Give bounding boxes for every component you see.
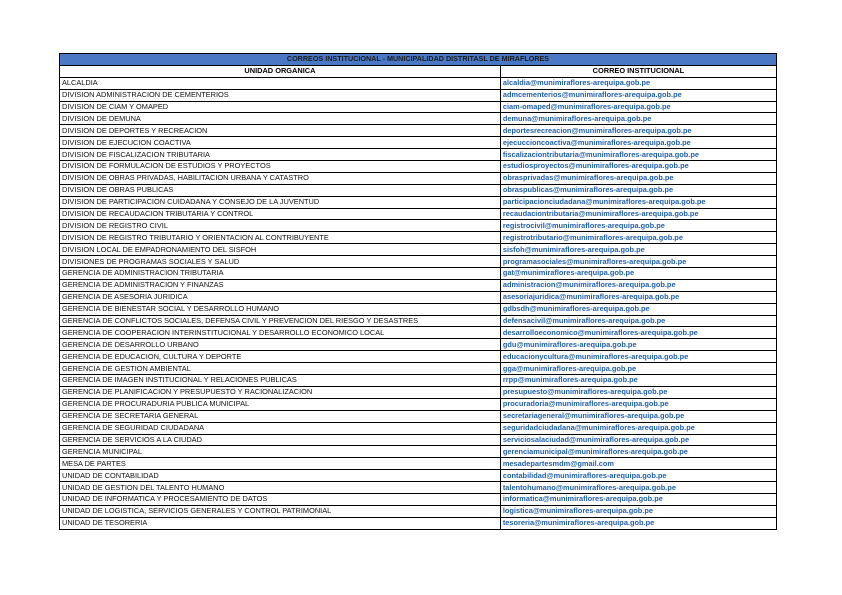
email-cell[interactable]: asesoriajuridica@munimiraflores-arequipa.gob.pe: [500, 291, 776, 303]
unit-name-cell: DIVISION DE REGISTRO CIVIL: [60, 220, 501, 232]
table-row: [60, 161, 777, 173]
email-cell[interactable]: obrasprivadas@munimiraflores-arequipa.gob.pe: [500, 172, 776, 184]
unit-name-cell: GERENCIA DE SEGURIDAD CIUDADANA: [60, 422, 501, 434]
table-row: [60, 434, 777, 446]
unit-name-cell: GERENCIA DE ADMINISTRACION Y FINANZAS: [60, 279, 501, 291]
table-row: [60, 303, 777, 315]
unit-name-cell: UNIDAD DE CONTABILIDAD: [60, 470, 501, 482]
email-cell[interactable]: participacionciudadana@munimiraflores-arequipa.gob.pe: [500, 196, 776, 208]
email-directory-table: [59, 53, 777, 530]
email-cell[interactable]: mesadepartesmdm@gmail.com: [500, 458, 776, 470]
email-cell[interactable]: secretariageneral@munimiraflores-arequipa.gob.pe: [500, 410, 776, 422]
table-title-row: [60, 54, 777, 66]
unit-name-cell: DIVISION DE FISCALIZACION TRIBUTARIA: [60, 149, 501, 161]
email-cell[interactable]: procuradoria@munimiraflores-arequipa.gob.pe: [500, 398, 776, 410]
email-cell[interactable]: presupuesto@munimiraflores-arequipa.gob.pe: [500, 386, 776, 398]
unit-name-cell: UNIDAD DE LOGISTICA, SERVICIOS GENERALES Y CONTROL PATRIMONIAL: [60, 505, 501, 517]
table-row: [60, 410, 777, 422]
email-cell[interactable]: desarrolloeconomico@munimiraflores-arequipa.gob.pe: [500, 327, 776, 339]
email-cell[interactable]: gga@munimiraflores-arequipa.gob.pe: [500, 363, 776, 375]
email-cell[interactable]: tesoreria@munimiraflores-arequipa.gob.pe: [500, 517, 776, 529]
email-cell[interactable]: gdu@munimiraflores-arequipa.gob.pe: [500, 339, 776, 351]
unit-name-cell: GERENCIA DE ASESORIA JURIDICA: [60, 291, 501, 303]
unit-name-cell: DIVISION DE RECAUDACION TRIBUTARIA Y CONTROL: [60, 208, 501, 220]
unit-name-cell: GERENCIA DE PLANIFICACION Y PRESUPUESTO Y RACIONALIZACION: [60, 386, 501, 398]
unit-name-cell: DIVISION DE FORMULACION DE ESTUDIOS Y PROYECTOS: [60, 161, 501, 173]
email-cell[interactable]: contabilidad@munimiraflores-arequipa.gob.pe: [500, 470, 776, 482]
table-row: [60, 351, 777, 363]
unit-name-cell: GERENCIA DE EDUCACION, CULTURA Y DEPORTE: [60, 351, 501, 363]
email-cell[interactable]: registrotributario@munimiraflores-arequipa.gob.pe: [500, 232, 776, 244]
table-row: [60, 482, 777, 494]
email-cell[interactable]: deportesrecreacion@munimiraflores-arequipa.gob.pe: [500, 125, 776, 137]
table-row: [60, 220, 777, 232]
email-cell[interactable]: seguridadciudadana@munimiraflores-arequipa.gob.pe: [500, 422, 776, 434]
table-row: [60, 386, 777, 398]
table-row: [60, 101, 777, 113]
email-cell[interactable]: talentohumano@munimiraflores-arequipa.gob.pe: [500, 482, 776, 494]
table-row: [60, 196, 777, 208]
email-cell[interactable]: recaudaciontributaria@munimiraflores-arequipa.gob.pe: [500, 208, 776, 220]
table-row: [60, 184, 777, 196]
email-cell[interactable]: demuna@munimiraflores-arequipa.gob.pe: [500, 113, 776, 125]
table-row: [60, 375, 777, 387]
table-row: [60, 493, 777, 505]
unit-name-cell: DIVISION DE EJECUCION COACTIVA: [60, 137, 501, 149]
table-row: [60, 232, 777, 244]
unit-name-cell: GERENCIA DE BIENESTAR SOCIAL Y DESARROLLO HUMANO: [60, 303, 501, 315]
table-row: [60, 89, 777, 101]
email-cell[interactable]: educacionycultura@munimiraflores-arequipa.gob.pe: [500, 351, 776, 363]
table-row: [60, 505, 777, 517]
column-header-unit: UNIDAD ORGANICA: [60, 65, 501, 77]
table-row: [60, 517, 777, 529]
table-row: [60, 470, 777, 482]
table-row: [60, 315, 777, 327]
unit-name-cell: UNIDAD DE INFORMATICA Y PROCESAMIENTO DE DATOS: [60, 493, 501, 505]
email-cell[interactable]: gdbsdh@munimiraflores-arequipa.gob.pe: [500, 303, 776, 315]
unit-name-cell: DIVISION DE REGISTRO TRIBUTARIO Y ORIENTACION AL CONTRIBUYENTE: [60, 232, 501, 244]
unit-name-cell: DIVISION DE DEMUNA: [60, 113, 501, 125]
unit-name-cell: GERENCIA DE GESTION AMBIENTAL: [60, 363, 501, 375]
unit-name-cell: DIVISION ADMINISTRACION DE CEMENTERIOS: [60, 89, 501, 101]
unit-name-cell: UNIDAD DE GESTION DEL TALENTO HUMANO: [60, 482, 501, 494]
unit-name-cell: GERENCIA DE PROCURADURIA PUBLICA MUNICIPAL: [60, 398, 501, 410]
unit-name-cell: DIVISION LOCAL DE EMPADRONAMIENTO DEL SISFOH: [60, 244, 501, 256]
table-row: [60, 137, 777, 149]
unit-name-cell: DIVISION DE OBRAS PRIVADAS, HABILITACION URBANA Y CATASTRO: [60, 172, 501, 184]
table-row: [60, 446, 777, 458]
table-title: CORREOS INSTITUCIONAL - MUNICIPALIDAD DISTRITASL DE MIRAFLORES: [60, 54, 777, 66]
unit-name-cell: GERENCIA MUNICIPAL: [60, 446, 501, 458]
email-cell[interactable]: logistica@munimiraflores-arequipa.gob.pe: [500, 505, 776, 517]
table-row: [60, 398, 777, 410]
table-row: [60, 363, 777, 375]
table-row: [60, 149, 777, 161]
email-cell[interactable]: rrpp@munimiraflores-arequipa.gob.pe: [500, 375, 776, 387]
column-header-row: [60, 65, 777, 77]
email-cell[interactable]: registrocivil@munimiraflores-arequipa.gob.pe: [500, 220, 776, 232]
unit-name-cell: DIVISION DE DEPORTES Y RECREACION: [60, 125, 501, 137]
table-row: [60, 256, 777, 268]
table-row: [60, 113, 777, 125]
email-cell[interactable]: gerenciamunicipal@munimiraflores-arequipa.gob.pe: [500, 446, 776, 458]
unit-name-cell: GERENCIA DE CONFLICTOS SOCIALES, DEFENSA CIVIL Y PREVENCION DEL RIESGO Y DESASTRES: [60, 315, 501, 327]
unit-name-cell: GERENCIA DE ADMINISTRACION TRIBUTARIA: [60, 268, 501, 280]
email-cell[interactable]: ejecuccioncoactiva@munimiraflores-arequipa.gob.pe: [500, 137, 776, 149]
email-cell[interactable]: informatica@munimiraflores-arequipa.gob.pe: [500, 493, 776, 505]
email-cell[interactable]: ciam-omaped@munimiraflores-arequipa.gob.pe: [500, 101, 776, 113]
table-row: [60, 208, 777, 220]
email-cell[interactable]: fiscalizaciontributaria@munimiraflores-arequipa.gob.pe: [500, 149, 776, 161]
table-row: [60, 244, 777, 256]
table-row: [60, 172, 777, 184]
table-row: [60, 422, 777, 434]
unit-name-cell: UNIDAD DE TESORERIA: [60, 517, 501, 529]
unit-name-cell: DIVISIONES DE PROGRAMAS SOCIALES Y SALUD: [60, 256, 501, 268]
table-row: [60, 77, 777, 89]
table-body: [60, 77, 777, 529]
table-row: [60, 458, 777, 470]
table-row: [60, 327, 777, 339]
email-cell[interactable]: defensacivil@munimiraflores-arequipa.gob.pe: [500, 315, 776, 327]
unit-name-cell: DIVISION DE PARTICIPACION CUIDADANA Y CONSEJO DE LA JUVENTUD: [60, 196, 501, 208]
unit-name-cell: DIVISION DE CIAM Y OMAPED: [60, 101, 501, 113]
email-cell[interactable]: obraspublicas@munimiraflores-arequipa.gob.pe: [500, 184, 776, 196]
unit-name-cell: ALCALDIA: [60, 77, 501, 89]
unit-name-cell: GERENCIA DE SECRETARIA GENERAL: [60, 410, 501, 422]
email-cell[interactable]: sisfoh@munimiraflores-arequipa.gob.pe: [500, 244, 776, 256]
column-header-email: CORREO INSTITUCIONAL: [500, 65, 776, 77]
email-cell[interactable]: serviciosalaciudad@munimiraflores-arequipa.gob.pe: [500, 434, 776, 446]
email-cell[interactable]: programasociales@munimiraflores-arequipa.gob.pe: [500, 256, 776, 268]
email-cell[interactable]: estudiosproyectos@munimiraflores-arequipa.gob.pe: [500, 161, 776, 173]
unit-name-cell: GERENCIA DE DESARROLLO URBANO: [60, 339, 501, 351]
unit-name-cell: GERENCIA DE IMAGEN INSTITUCIONAL Y RELACIONES PUBLICAS: [60, 375, 501, 387]
email-cell[interactable]: administracion@munimiraflores-arequipa.gob.pe: [500, 279, 776, 291]
table-row: [60, 268, 777, 280]
unit-name-cell: GERENCIA DE COOPERACION INTERINSTITUCIONAL Y DESARROLLO ECONOMICO LOCAL: [60, 327, 501, 339]
unit-name-cell: GERENCIA DE SERVICIOS A LA CIUDAD: [60, 434, 501, 446]
table-row: [60, 125, 777, 137]
table-row: [60, 339, 777, 351]
email-cell[interactable]: admcementerios@munimiraflores-arequipa.gob.pe: [500, 89, 776, 101]
email-cell[interactable]: gat@munimiraflores-arequipa.gob.pe: [500, 268, 776, 280]
table-row: [60, 291, 777, 303]
table-row: [60, 279, 777, 291]
unit-name-cell: MESA DE PARTES: [60, 458, 501, 470]
email-cell[interactable]: alcaldia@munimiraflores-arequipa.gob.pe: [500, 77, 776, 89]
unit-name-cell: DIVISION DE OBRAS PUBLICAS: [60, 184, 501, 196]
